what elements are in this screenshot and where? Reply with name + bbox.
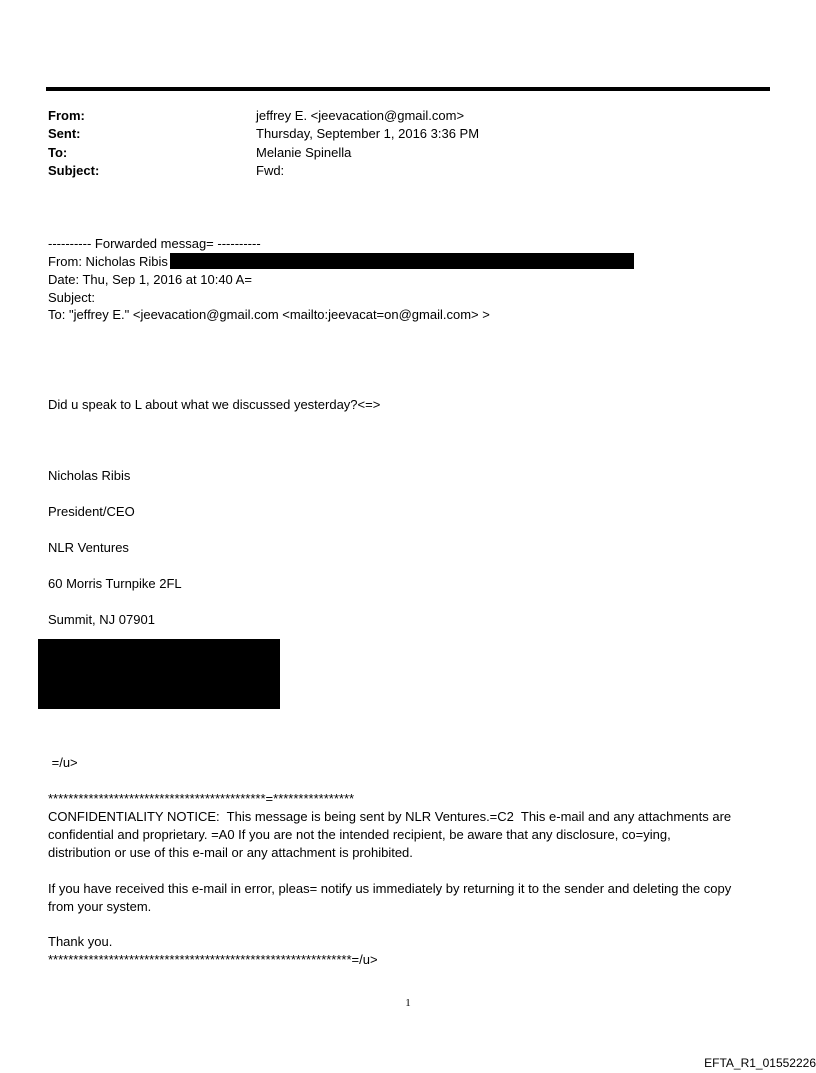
- forwarded-to: To: "jeffrey E." <jeevacation@gmail.com <mailto:jeevacat=on@gmail.com> >: [48, 307, 490, 322]
- notice-stars-top: *******************************************=****************: [48, 791, 355, 806]
- notice-line-3: distribution or use of this e-mail or any attachment is prohibited.: [48, 845, 413, 860]
- forwarded-from: From: Nicholas Ribis: [48, 254, 168, 269]
- to-label: To:: [48, 145, 68, 160]
- from-label: From:: [48, 108, 85, 123]
- signature-company: NLR Ventures: [48, 540, 129, 555]
- forwarded-separator: ---------- Forwarded messag= ----------: [48, 236, 261, 251]
- notice-line-5: from your system.: [48, 899, 152, 914]
- message-body: Did u speak to L about what we discussed yesterday?<=>: [48, 397, 381, 412]
- header-rule: [46, 87, 770, 91]
- encoding-artifact: =/u>: [48, 755, 78, 770]
- redaction-bar: [170, 253, 634, 269]
- signature-title: President/CEO: [48, 504, 135, 519]
- document-id: EFTA_R1_01552226: [704, 1056, 816, 1070]
- notice-line-4: If you have received this e-mail in error, pleas= notify us immediately by returning it to the sender and deleting the copy: [48, 881, 732, 896]
- page-number: 1: [405, 997, 411, 1009]
- to-value: Melanie Spinella: [256, 145, 352, 160]
- subject-label: Subject:: [48, 163, 100, 178]
- signature-address: 60 Morris Turnpike 2FL: [48, 576, 182, 591]
- notice-line-1: CONFIDENTIALITY NOTICE: This message is being sent by NLR Ventures.=C2 This e-mail and any attachments are: [48, 809, 732, 824]
- sent-value: Thursday, September 1, 2016 3:36 PM: [256, 126, 480, 141]
- signature-city: Summit, NJ 07901: [48, 612, 155, 627]
- subject-value: Fwd:: [256, 163, 285, 178]
- signature-name: Nicholas Ribis: [48, 468, 131, 483]
- forwarded-date: Date: Thu, Sep 1, 2016 at 10:40 A=: [48, 272, 252, 287]
- forwarded-subject: Subject:: [48, 290, 95, 305]
- notice-line-2: confidential and proprietary. =A0 If you are not the intended recipient, be aware that any disclosure, co=ying,: [48, 827, 671, 842]
- notice-thanks: Thank you.: [48, 934, 113, 949]
- redaction-block: [38, 639, 280, 709]
- notice-stars-bottom: ************************************************************=/u>: [48, 952, 378, 967]
- sent-label: Sent:: [48, 126, 81, 141]
- from-value: jeffrey E. <jeevacation@gmail.com>: [256, 108, 465, 123]
